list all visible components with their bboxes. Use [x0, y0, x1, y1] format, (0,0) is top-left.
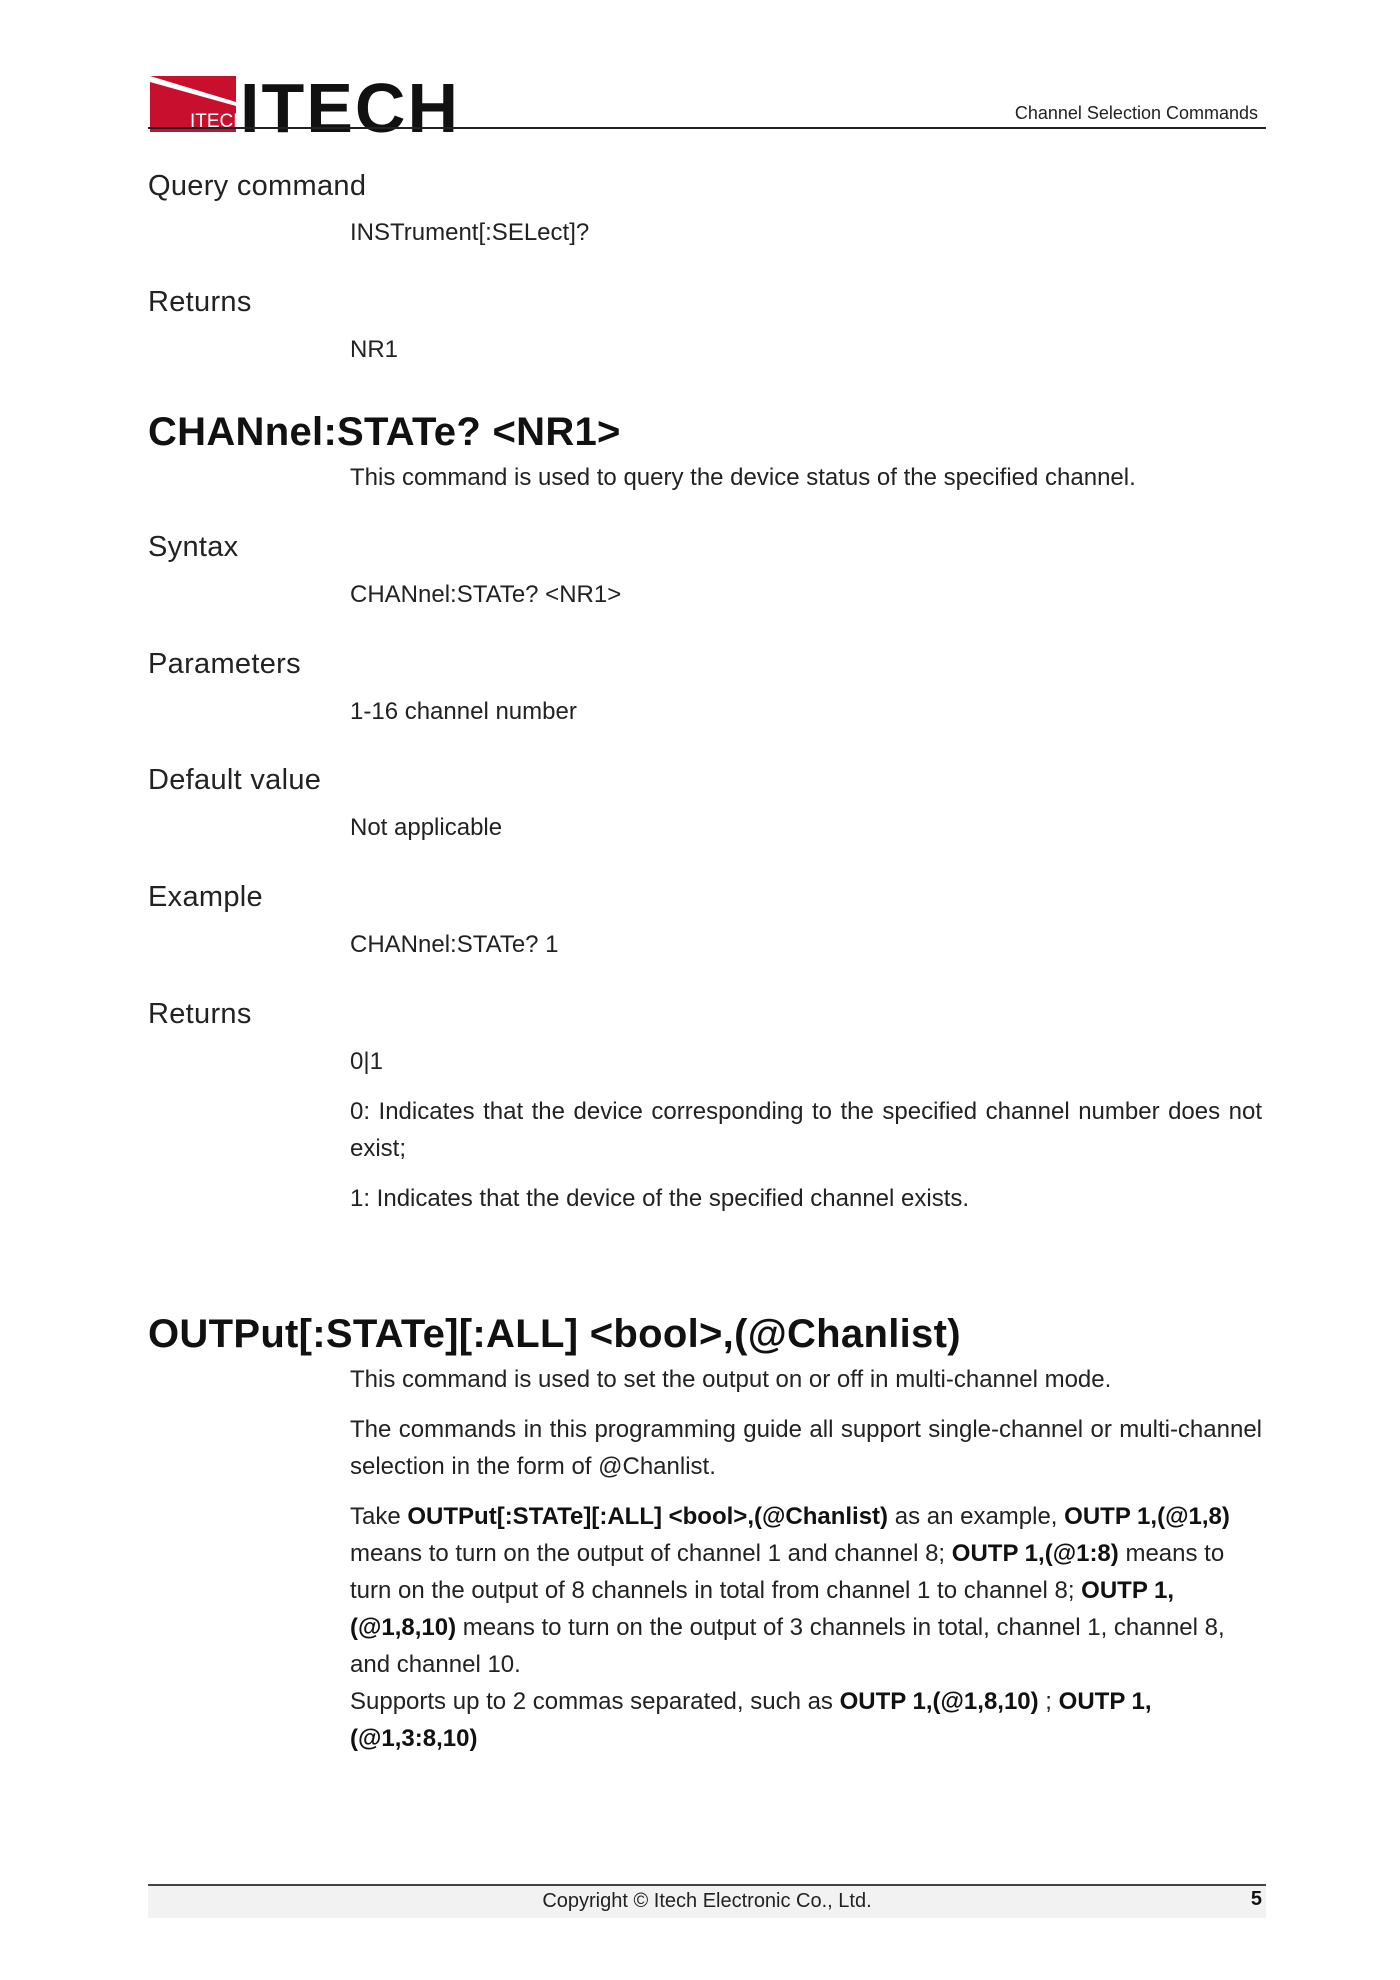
text-run: means to turn on the output of channel 1 and channel 8;: [350, 1540, 952, 1567]
text-run: Supports up to 2 commas separated, such as: [350, 1688, 840, 1715]
outp-support-paragraph: [350, 1683, 1262, 1757]
bold-command: OUTP 1,(@1:8): [951, 1540, 1119, 1567]
outp-chanlist-paragraph: The commands in this programming guide all support single-channel or multi-channel selection in the form of @Chanlist.: [350, 1416, 1262, 1480]
text-run: means to turn on the output of 3 channels in total, channel 1, channel 8, and channel 10.: [350, 1614, 1225, 1678]
returns-desc-one: 1: Indicates that the device of the specified channel exists.: [350, 1185, 970, 1212]
bold-command: OUTP 1,(@1,3:8,10): [350, 1688, 1152, 1752]
syntax-value: CHANnel:STATe? <NR1>: [350, 581, 622, 608]
text-run: ;: [1038, 1688, 1059, 1715]
returns-desc-zero: 0: Indicates that the device corresponding to the specified channel number does not exist;: [350, 1098, 1262, 1162]
returns-value-prev: NR1: [350, 336, 399, 363]
chan-state-description: This command is used to query the device status of the specified channel.: [350, 464, 1136, 491]
syntax-label: Syntax: [148, 531, 239, 563]
default-value: Not applicable: [350, 814, 503, 841]
header-divider: [148, 127, 1266, 129]
bold-command: OUTP 1,(@1,8,10): [839, 1688, 1039, 1715]
text-run: Take: [350, 1503, 408, 1530]
bold-command: OUTP 1,(@1,8): [1064, 1503, 1230, 1530]
text-run: means to turn on the output of 8 channels in total from channel 1 to channel 8;: [350, 1540, 1225, 1604]
page-number: 5: [1250, 1888, 1262, 1910]
returns-label-prev: Returns: [148, 286, 252, 318]
chan-state-heading: CHANnel:STATe? <NR1>: [148, 410, 621, 454]
returns-label: Returns: [148, 998, 252, 1030]
outp-description: This command is used to set the output on or off in multi-channel mode.: [350, 1366, 1112, 1393]
parameters-label: Parameters: [148, 648, 301, 680]
parameters-value: 1-16 channel number: [350, 698, 577, 725]
bold-command: OUTP 1,(@1,8,10): [350, 1577, 1175, 1641]
footer-copyright: Copyright © Itech Electronic Co., Ltd.: [542, 1890, 872, 1912]
default-value-label: Default value: [148, 764, 322, 796]
outp-example-paragraph: [350, 1498, 1262, 1683]
header-section-title: Channel Selection Commands: [1014, 103, 1258, 123]
bold-command: OUTPut[:STATe][:ALL] <bool>,(@Chanlist): [407, 1503, 889, 1530]
example-value: CHANnel:STATe? 1: [350, 931, 559, 958]
outp-heading: OUTPut[:STATe][:ALL] <bool>,(@Chanlist): [148, 1312, 961, 1356]
query-command-label: Query command: [148, 170, 367, 202]
text-run: as an example,: [888, 1503, 1065, 1530]
returns-value: 0|1: [350, 1048, 383, 1075]
example-label: Example: [148, 881, 263, 913]
query-command-value: INSTrument[:SELect]?: [350, 219, 590, 246]
logo-brand-text: ITECH: [240, 72, 460, 136]
logo-small-text: ITECH: [190, 111, 247, 132]
